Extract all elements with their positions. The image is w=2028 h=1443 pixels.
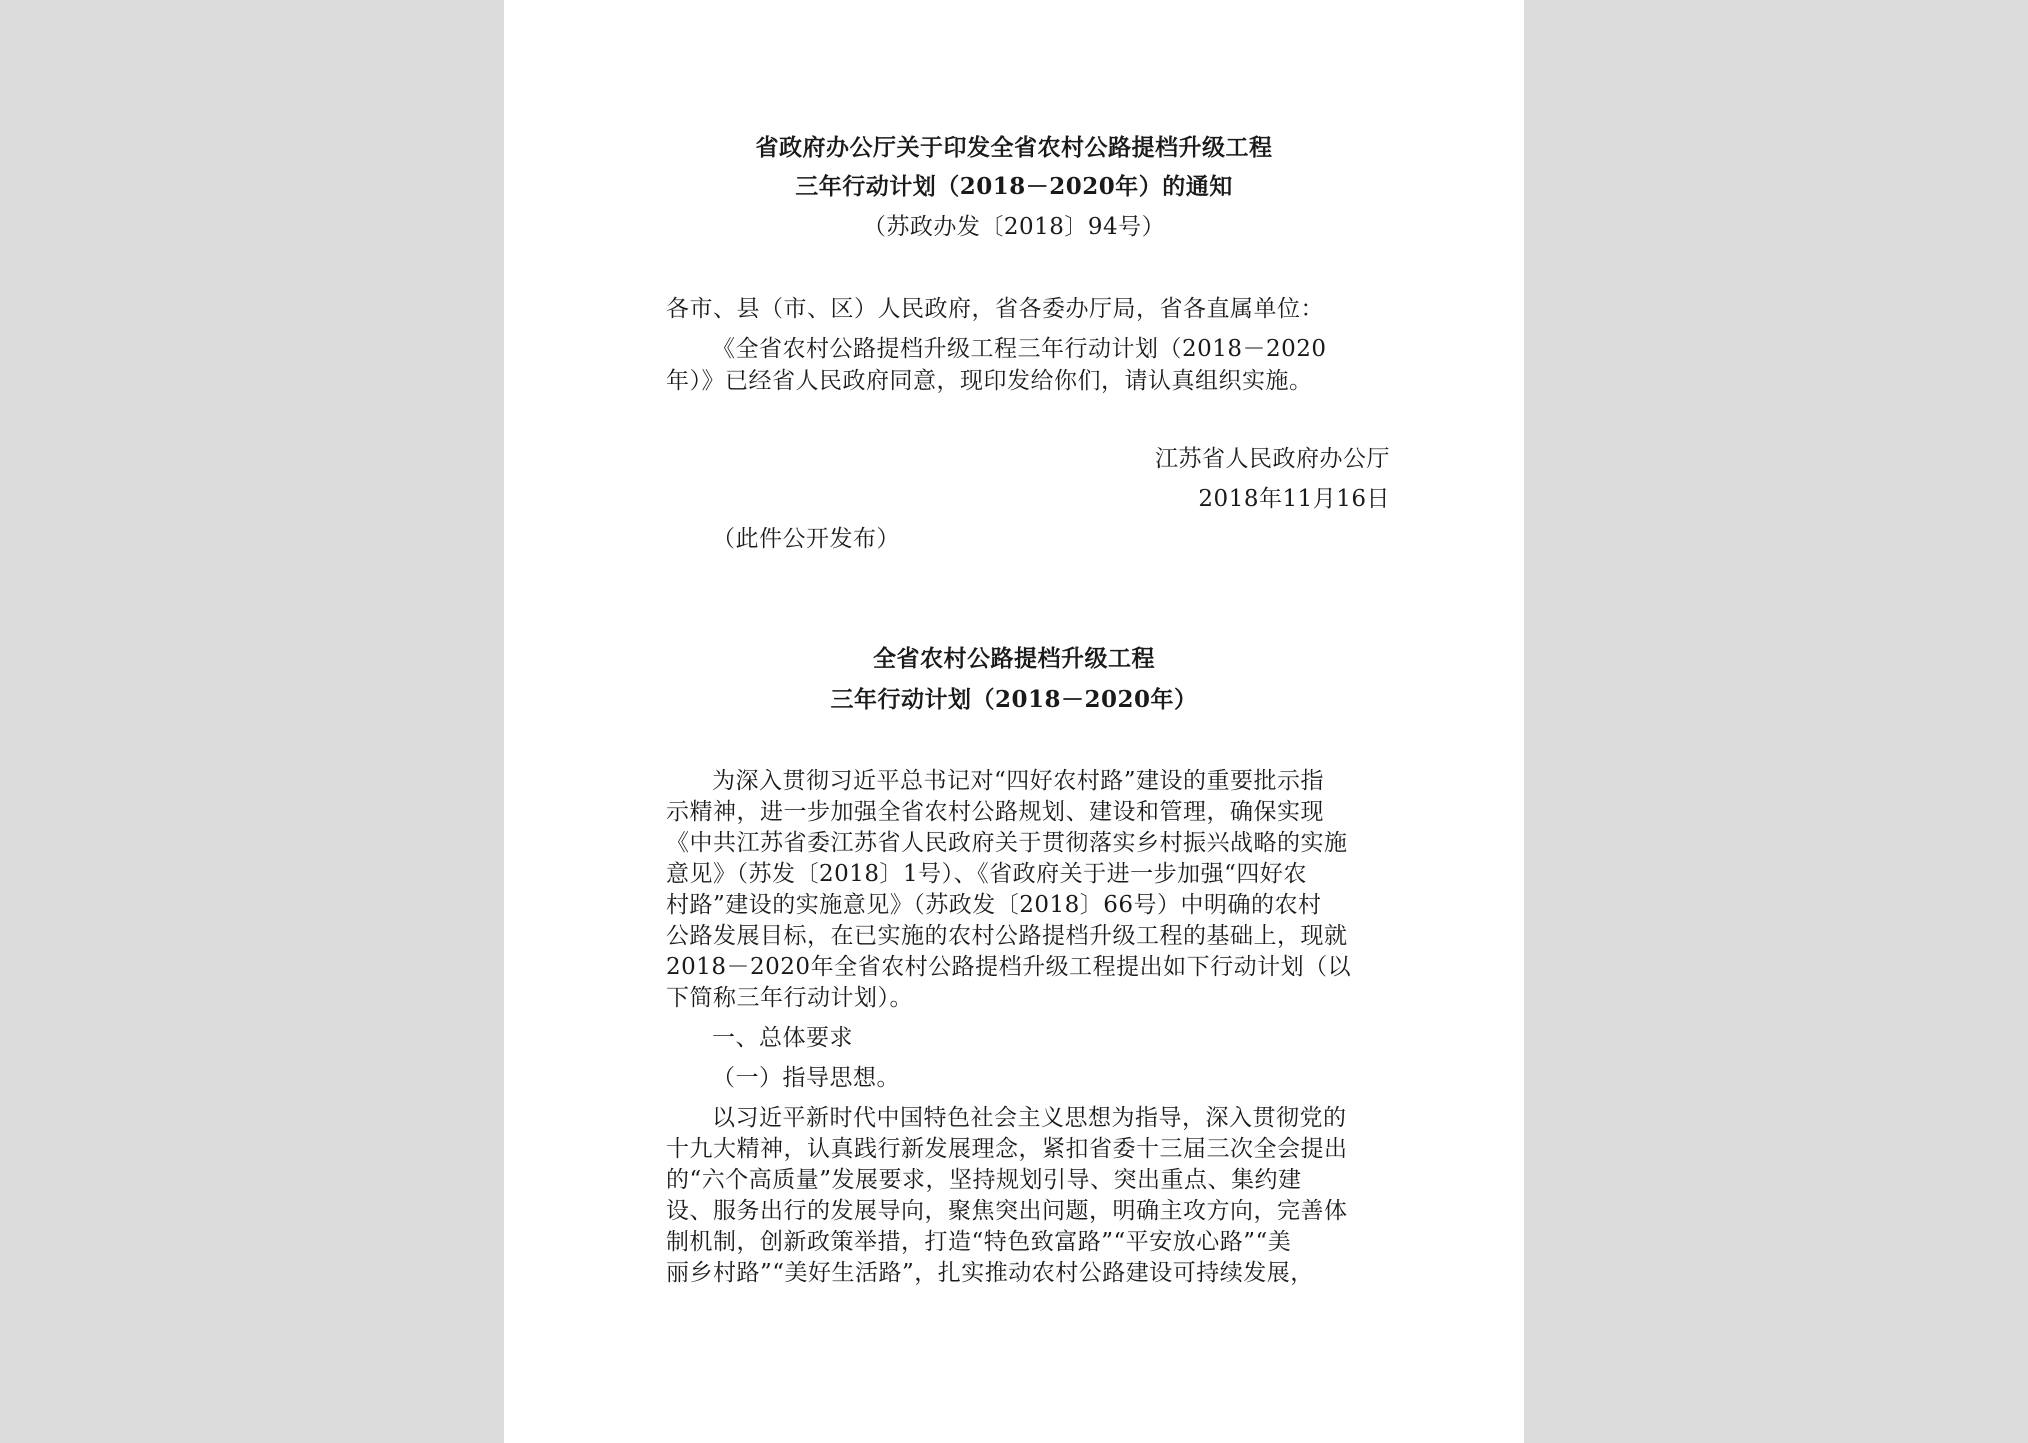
section1-heading: 一、总体要求 (712, 1025, 853, 1051)
notice-body-line1: 《全省农村公路提档升级工程三年行动计划（2018－2020 (712, 336, 1327, 362)
plan-intro-line: 意见》（苏发〔2018〕1号）、《省政府关于进一步加强“四好农 (666, 861, 1307, 887)
guiding-line: 丽乡村路”“美好生活路”，扎实推动农村公路建设可持续发展， (666, 1260, 1314, 1286)
guiding-line: 十九大精神，认真践行新发展理念，紧扣省委十三届三次全会提出 (666, 1136, 1348, 1162)
plan-title-line1: 全省农村公路提档升级工程 (873, 645, 1155, 672)
document-page (504, 0, 1524, 1443)
guiding-line: 以习近平新时代中国特色社会主义思想为指导，深入贯彻党的 (712, 1105, 1347, 1131)
notice-publication-note: （此件公开发布） (712, 526, 900, 552)
notice-issuer: 江苏省人民政府办公厅 (1155, 446, 1390, 472)
plan-intro-line: 公路发展目标，在已实施的农村公路提档升级工程的基础上，现就 (666, 923, 1348, 949)
subsection1-heading: （一）指导思想。 (712, 1065, 900, 1091)
plan-intro-line: 《中共江苏省委江苏省人民政府关于贯彻落实乡村振兴战略的实施 (666, 830, 1348, 856)
guiding-line: 的“六个高质量”发展要求，坚持规划引导、突出重点、集约建 (666, 1167, 1302, 1193)
notice-doc-number: （苏政办发〔2018〕94号） (862, 214, 1166, 240)
plan-title-line2: 三年行动计划（2018－2020年） (830, 686, 1198, 713)
guiding-line: 制机制，创新政策举措，打造“特色致富路”“平安放心路”“美 (666, 1229, 1292, 1255)
notice-date: 2018年11月16日 (1198, 486, 1390, 512)
plan-intro-line: 下简称三年行动计划）。 (666, 985, 913, 1011)
notice-title-line2: 三年行动计划（2018－2020年）的通知 (795, 173, 1233, 200)
notice-title-line1: 省政府办公厅关于印发全省农村公路提档升级工程 (755, 134, 1273, 161)
plan-intro-line: 示精神，进一步加强全省农村公路规划、建设和管理，确保实现 (666, 799, 1324, 825)
plan-intro-line: 为深入贯彻习近平总书记对“四好农村路”建设的重要批示指 (712, 768, 1325, 794)
notice-salutation: 各市、县（市、区）人民政府，省各委办厅局，省各直属单位： (666, 296, 1324, 322)
guiding-line: 设、服务出行的发展导向，聚焦突出问题，明确主攻方向，完善体 (666, 1198, 1348, 1224)
plan-intro-line: 村路”建设的实施意见》（苏政发〔2018〕66号）中明确的农村 (666, 892, 1322, 918)
notice-body-line2: 年）》已经省人民政府同意，现印发给你们，请认真组织实施。 (666, 368, 1313, 394)
plan-intro-line: 2018－2020年全省农村公路提档升级工程提出如下行动计划（以 (666, 954, 1352, 980)
